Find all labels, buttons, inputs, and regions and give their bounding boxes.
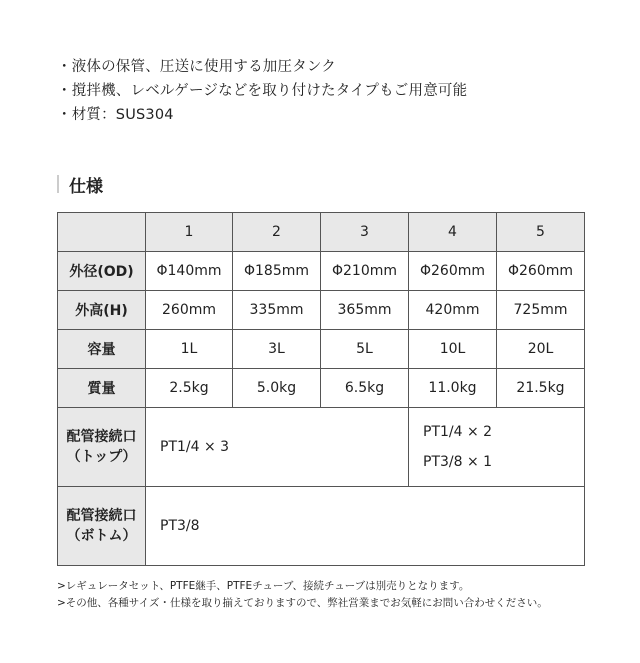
table-cell: 5L xyxy=(321,330,409,369)
row-header-line: （ボトム） xyxy=(66,528,137,544)
column-header: 2 xyxy=(233,213,321,252)
table-cell: 1L xyxy=(146,330,233,369)
row-header: 外高(H) xyxy=(58,291,146,330)
table-cell: 6.5kg xyxy=(321,369,409,408)
table-cell: 365mm xyxy=(321,291,409,330)
bottom-port-value: PT3/8 xyxy=(146,487,585,566)
table-header-row xyxy=(58,213,585,252)
heading-accent-bar xyxy=(57,175,59,193)
table-cell: Φ210mm xyxy=(321,252,409,291)
table-cell: 5.0kg xyxy=(233,369,321,408)
top-port-small-value: PT1/4 × 3 xyxy=(146,408,409,487)
table-cell: 2.5kg xyxy=(146,369,233,408)
table-cell: 3L xyxy=(233,330,321,369)
table-row-top-port xyxy=(58,408,585,487)
table-row xyxy=(58,330,585,369)
table-cell: 725mm xyxy=(497,291,585,330)
table-row xyxy=(58,252,585,291)
feature-list xyxy=(57,55,467,127)
column-header: 3 xyxy=(321,213,409,252)
row-header-line: （トップ） xyxy=(66,449,137,465)
top-port-large-line: PT3/8 × 1 xyxy=(423,454,493,470)
row-header: 容量 xyxy=(58,330,146,369)
corner-cell xyxy=(58,213,146,252)
row-header-bottom-port xyxy=(58,487,146,566)
row-header-line: 配管接続口 xyxy=(66,429,137,445)
notes xyxy=(57,578,548,612)
table-cell: 10L xyxy=(409,330,497,369)
feature-item: ・液体の保管、圧送に使用する加圧タンク xyxy=(57,59,337,75)
table-cell: 11.0kg xyxy=(409,369,497,408)
note-line: >その他、各種サイズ・仕様を取り揃えておりますので、弊社営業までお気軽にお問い合わせください。 xyxy=(57,597,548,609)
table-cell: Φ260mm xyxy=(497,252,585,291)
table-cell: Φ185mm xyxy=(233,252,321,291)
feature-item: ・材質：SUS304 xyxy=(57,107,174,123)
top-port-large-value xyxy=(409,408,585,487)
table-cell: 420mm xyxy=(409,291,497,330)
table-cell: Φ260mm xyxy=(409,252,497,291)
row-header-top-port xyxy=(58,408,146,487)
table-row xyxy=(58,291,585,330)
top-port-large-line: PT1/4 × 2 xyxy=(423,424,493,440)
table-cell: 335mm xyxy=(233,291,321,330)
section-title: 仕様 xyxy=(69,176,103,197)
table-cell: 21.5kg xyxy=(497,369,585,408)
spec-table xyxy=(57,212,585,566)
table-row-bottom-port xyxy=(58,487,585,566)
row-header-line: 配管接続口 xyxy=(66,508,137,524)
table-cell: 20L xyxy=(497,330,585,369)
feature-item: ・撹拌機、レベルゲージなどを取り付けたタイプもご用意可能 xyxy=(57,83,468,99)
table-row xyxy=(58,369,585,408)
section-heading xyxy=(57,173,103,195)
table-cell: Φ140mm xyxy=(146,252,233,291)
row-header: 外径(OD) xyxy=(58,252,146,291)
column-header: 5 xyxy=(497,213,585,252)
table-cell: 260mm xyxy=(146,291,233,330)
note-line: >レギュレータセット、PTFE継手、PTFEチューブ、接続チューブは別売りとなります。 xyxy=(57,580,470,592)
row-header: 質量 xyxy=(58,369,146,408)
column-header: 4 xyxy=(409,213,497,252)
column-header: 1 xyxy=(146,213,233,252)
